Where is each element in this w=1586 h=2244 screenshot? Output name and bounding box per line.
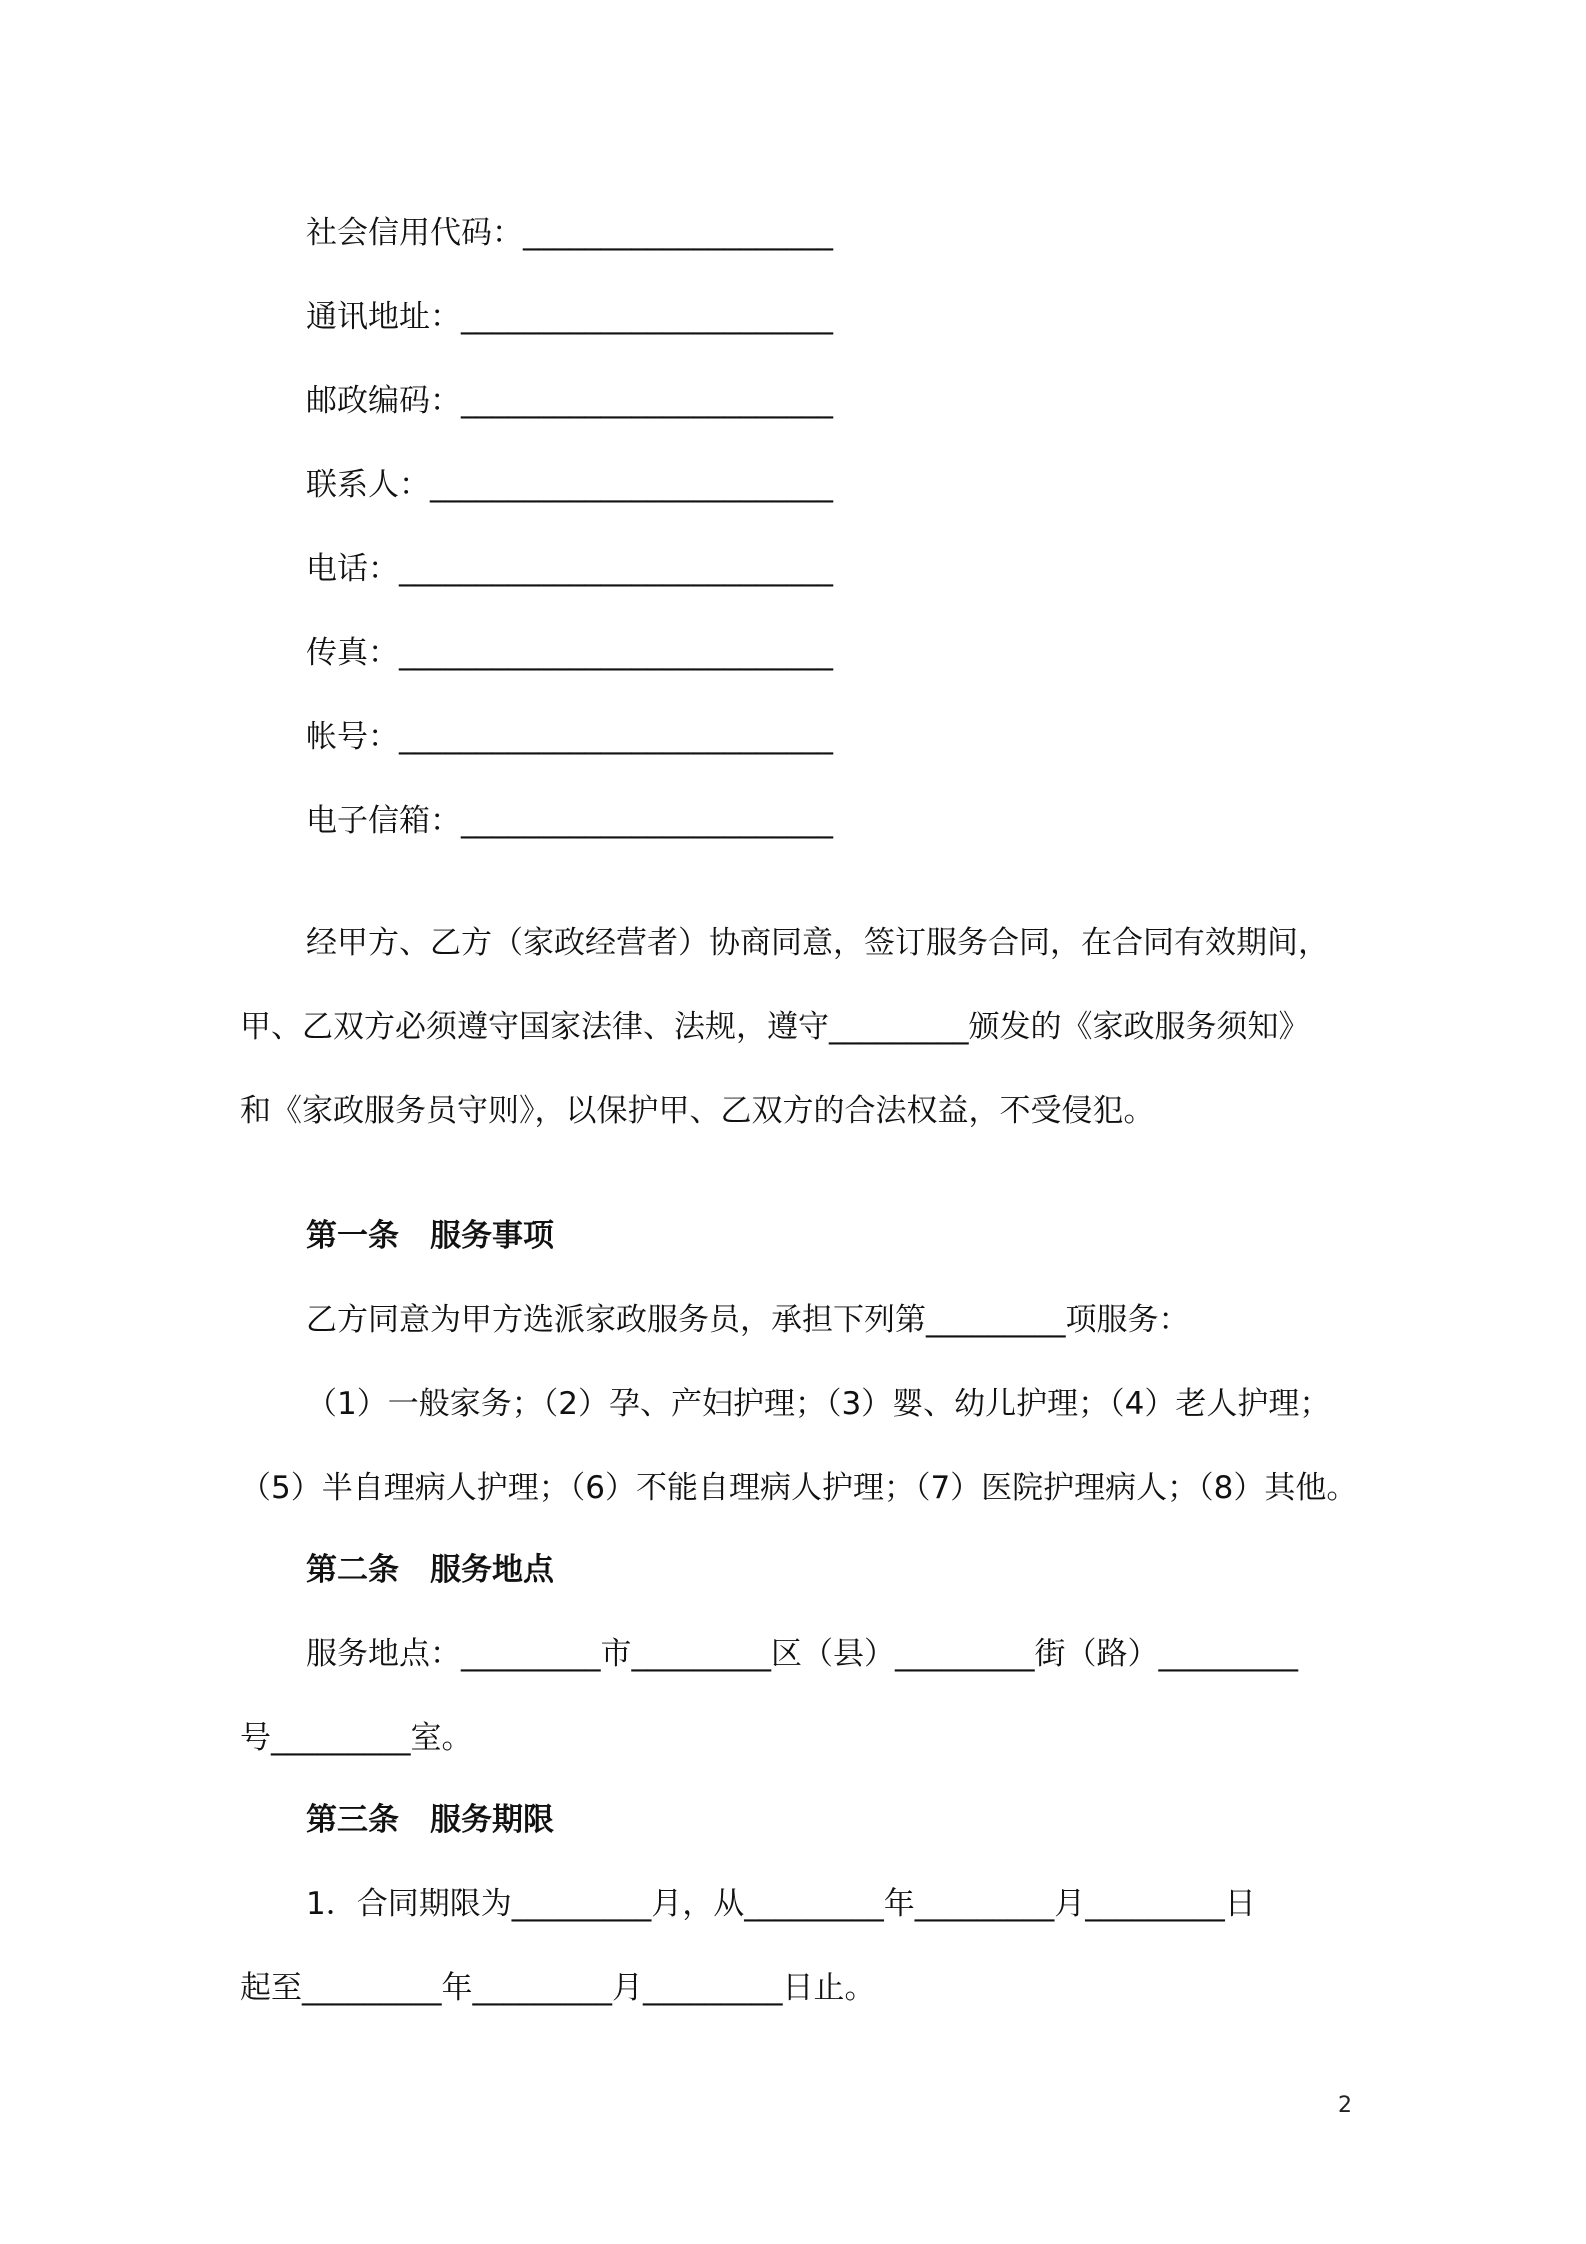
field-fax: 传真：____________________________ <box>306 635 833 671</box>
intro-line-3: 和《家政服务员守则》，以保护甲、乙双方的合法权益，不受侵犯。 <box>240 1093 1155 1129</box>
field-credit-code: 社会信用代码：____________________ <box>306 215 833 251</box>
field-address: 通讯地址：________________________ <box>306 299 833 335</box>
article-3-heading: 第三条 服务期限 <box>306 1802 554 1838</box>
article-2-line-1: 服务地点：_________市_________区（县）_________街（路）_________ <box>306 1636 1298 1672</box>
article-2-line-2: 号_________室。 <box>240 1720 473 1756</box>
field-email: 电子信箱：________________________ <box>306 803 833 839</box>
page-number: 2 <box>1338 2093 1352 2118</box>
intro-line-1: 经甲方、乙方（家政经营者）协商同意，签订服务合同，在合同有效期间， <box>306 925 1329 961</box>
intro-line-2: 甲、乙双方必须遵守国家法律、法规，遵守_________颁发的《家政服务须知》 <box>240 1009 1310 1045</box>
field-postal-code: 邮政编码：________________________ <box>306 383 833 419</box>
article-1-line-3: （5）半自理病人护理；（6）不能自理病人护理；（7）医院护理病人；（8）其他。 <box>240 1470 1358 1506</box>
field-phone: 电话：____________________________ <box>306 551 833 587</box>
article-1-heading: 第一条 服务事项 <box>306 1218 554 1254</box>
field-contact: 联系人：__________________________ <box>306 467 833 503</box>
article-3-line-1: 1．合同期限为_________月，从_________年_________月_________日 <box>306 1886 1256 1922</box>
article-2-heading: 第二条 服务地点 <box>306 1552 554 1588</box>
article-3-line-2: 起至_________年_________月_________日止。 <box>240 1970 876 2006</box>
article-1-line-1: 乙方同意为甲方选派家政服务员，承担下列第_________项服务： <box>306 1302 1190 1338</box>
field-account: 帐号：____________________________ <box>306 719 833 755</box>
article-1-line-2: （1）一般家务；（2）孕、产妇护理；（3）婴、幼儿护理；（4）老人护理； <box>306 1386 1331 1422</box>
